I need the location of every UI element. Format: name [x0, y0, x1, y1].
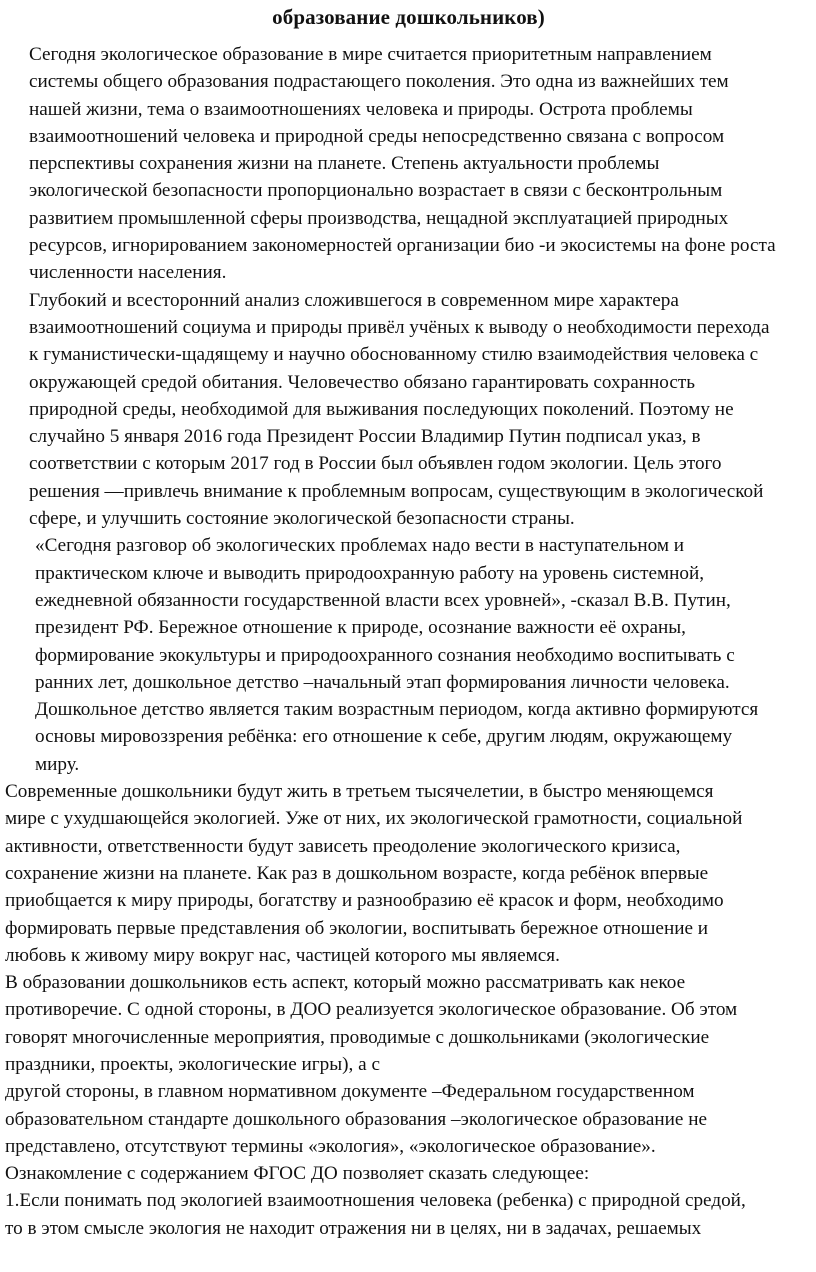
paragraph	[5, 287, 812, 533]
text-line: миру.	[35, 753, 80, 775]
text-line: развитием промышленной сферы производства, нещадной эксплуатацией природных	[29, 207, 729, 229]
text-line: образовательном стандарте дошкольного образования –экологическое образование не	[5, 1108, 708, 1130]
text-line: Современные дошкольники будут жить в третьем тысячелетии, в быстро меняющемся	[5, 781, 714, 803]
text-line: президент РФ. Бережное отношение к природе, осознание важности её охраны,	[35, 617, 686, 639]
text-line: В образовании дошкольников есть аспект, который можно рассматривать как некое	[5, 972, 686, 994]
text-line: системы общего образования подрастающего поколения. Это одна из важнейших тем	[29, 71, 729, 93]
text-line: основы мировоззрения ребёнка: его отношение к себе, другим людям, окружающему	[35, 726, 733, 748]
text-line: перспективы сохранения жизни на планете. Степень актуальности проблемы	[29, 153, 660, 175]
text-line: Глубокий и всесторонний анализ сложившегося в современном мире характера	[29, 289, 679, 311]
text-line: любовь к живому миру вокруг нас, частицей которого мы являемся.	[5, 944, 560, 966]
text-line: сфере, и улучшить состояние экологической безопасности страны.	[29, 508, 575, 530]
text-line: случайно 5 января 2016 года Президент России Владимир Путин подписал указ, в	[29, 426, 701, 448]
text-line: экологической безопасности пропорционально возрастает в связи с бесконтрольным	[29, 180, 723, 202]
text-line: активности, ответственности будут зависеть преодоление экологического кризиса,	[5, 835, 681, 857]
text-line: формировать первые представления об экологии, воспитывать бережное отношение и	[5, 917, 709, 939]
text-line: говорят многочисленные мероприятия, проводимые с дошкольниками (экологические	[5, 1026, 710, 1048]
text-line: сохранение жизни на планете. Как раз в дошкольном возрасте, когда ребёнок впервые	[5, 862, 709, 884]
text-line: ранних лет, дошкольное детство –начальный этап формирования личности человека.	[35, 671, 730, 693]
document-title: образование дошкольников)	[272, 5, 545, 29]
text-line: природной среды, необходимой для выживания последующих поколений. Поэтому не	[29, 398, 734, 420]
paragraph	[5, 532, 812, 778]
text-line: Дошкольное детство является таким возрастным периодом, когда активно формируются	[35, 699, 759, 721]
text-line: Ознакомление с содержанием ФГОС ДО позволяет сказать следующее:	[5, 1163, 590, 1185]
text-line: Сегодня экологическое образование в мире считается приоритетным направлением	[29, 44, 712, 65]
text-line: нашей жизни, тема о взаимоотношениях человека и природы. Острота проблемы	[29, 98, 693, 120]
text-line: к гуманистически-щадящему и научно обоснованному стилю взаимодействия человека с	[29, 344, 759, 366]
text-line: взаимоотношений человека и природной среды непосредственно связана с вопросом	[29, 125, 725, 147]
text-line: праздники, проекты, экологические игры), а с	[5, 1053, 380, 1075]
text-line: «Сегодня разговор об экологических проблемах надо вести в наступательном и	[35, 535, 685, 557]
text-line: решения —привлечь внимание к проблемным вопросам, существующим в экологической	[29, 480, 764, 502]
text-line: ежедневной обязанности государственной власти всех уровней», -сказал В.В. Путин,	[35, 589, 731, 611]
text-line: ресурсов, игнорированием закономерностей организации био -и экосистемы на фоне роста	[29, 235, 776, 257]
text-line: численности населения.	[29, 262, 227, 284]
text-line: взаимоотношений социума и природы привёл учёных к выводу о необходимости перехода	[29, 316, 770, 338]
text-line: окружающей средой обитания. Человечество обязано гарантировать сохранность	[29, 371, 695, 393]
text-line: 1.Если понимать под экологией взаимоотношения человека (ребенка) с природной средой,	[5, 1190, 746, 1212]
text-line: представлено, отсутствуют термины «экология», «экологическое образование».	[5, 1135, 656, 1157]
text-line: другой стороны, в главном нормативном документе –Федеральном государственном	[5, 1081, 695, 1103]
paragraph	[5, 969, 812, 1242]
text-line: практическом ключе и выводить природоохранную работу на уровень системной,	[35, 562, 705, 584]
text-line: противоречие. С одной стороны, в ДОО реализуется экологическое образование. Об этом	[5, 999, 738, 1021]
text-line: мире с ухудшающейся экологией. Уже от них, их экологической грамотности, социальной	[5, 808, 743, 830]
text-line: то в этом смысле экология не находит отражения ни в целях, ни в задачах, решаемых	[5, 1217, 702, 1239]
document-body	[5, 41, 812, 1242]
text-line: приобщается к миру природы, богатству и разнообразию её красок и форм, необходимо	[5, 890, 724, 912]
text-line: соответствии с которым 2017 год в России был объявлен годом экологии. Цель этого	[29, 453, 722, 475]
text-line: формирование экокультуры и природоохранного сознания необходимо воспитывать с	[35, 644, 735, 666]
paragraph	[5, 41, 812, 287]
paragraph	[5, 778, 812, 969]
